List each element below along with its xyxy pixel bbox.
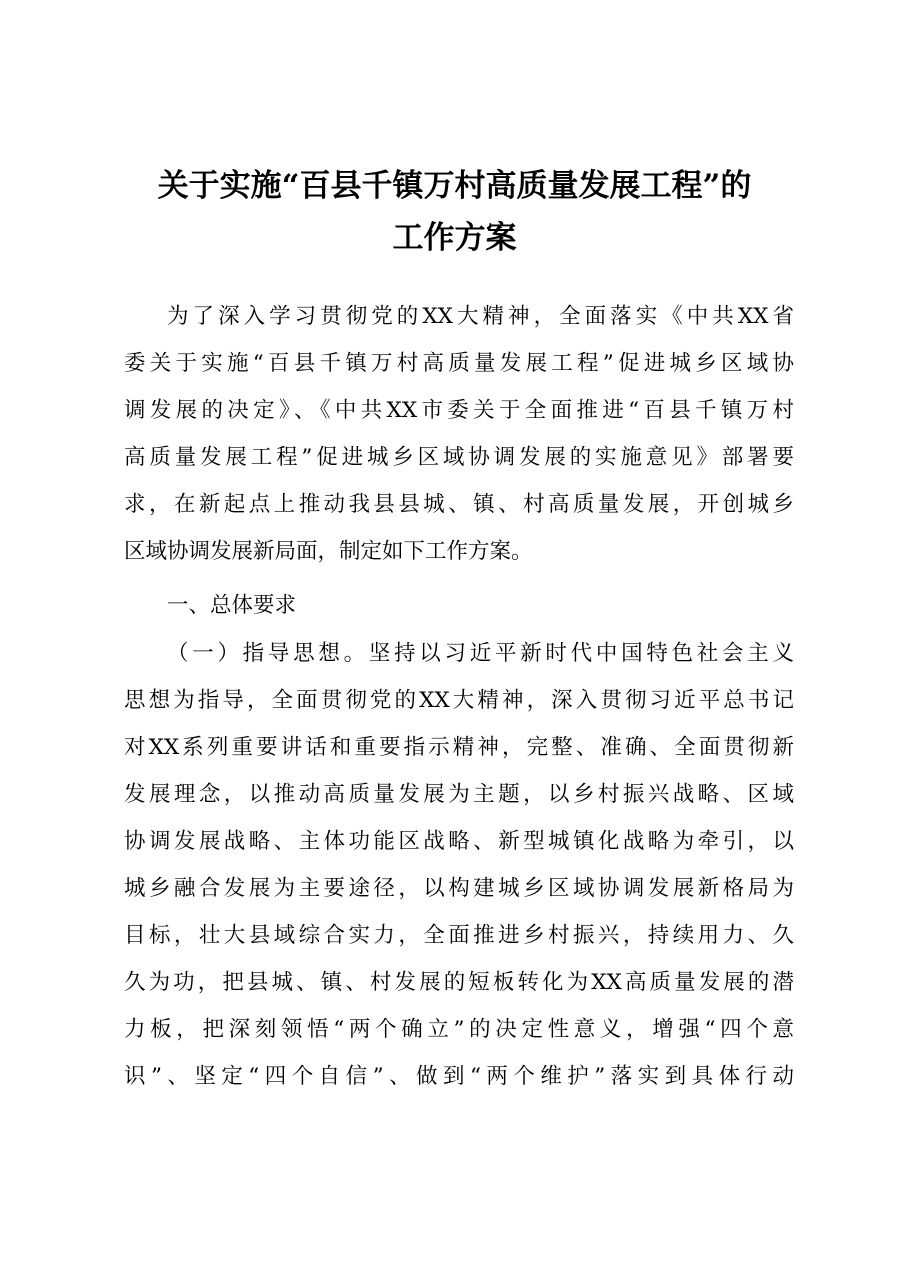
paragraph-line: 思想为指导，全面贯彻党的XX大精神，深入贯彻习近平总书记 [124,688,794,713]
document-title-line-2: 工作方案 [392,220,517,256]
paragraph-line: （一）指导思想。坚持以习近平新时代中国特色社会主义 [167,641,794,666]
document-title-line-1: 关于实施“百县千镇万村高质量发展工程”的 [157,168,752,204]
paragraph-line: 调发展的决定》、《中共XX市委关于全面推进“百县千镇万村 [124,398,794,423]
paragraph-line: 委关于实施“百县千镇万村高质量发展工程”促进城乡区域协 [124,351,794,376]
paragraph-line: 力板，把深刻领悟“两个确立”的决定性意义，增强“四个意 [124,1017,794,1042]
intro-paragraph [124,293,794,575]
paragraph-line: 求，在新起点上推动我县县城、镇、村高质量发展，开创城乡 [124,492,794,517]
guiding-thought-paragraph [124,630,794,1100]
paragraph-line: 对XX系列重要讲话和重要指示精神，完整、准确、全面贯彻新 [124,735,794,760]
paragraph-line: 目标，壮大县域综合实力，全面推进乡村振兴，持续用力、久 [124,923,794,948]
section-heading: 一、总体要求 [167,593,297,618]
paragraph-line: 协调发展战略、主体功能区战略、新型城镇化战略为牵引，以 [124,829,794,854]
paragraph-line: 发展理念，以推动高质量发展为主题，以乡村振兴战略、区域 [124,782,794,807]
paragraph-line: 区域协调发展新局面，制定如下工作方案。 [124,539,533,564]
paragraph-line: 城乡融合发展为主要途径，以构建城乡区域协调发展新格局为 [124,876,794,901]
paragraph-line: 为了深入学习贯彻党的XX大精神，全面落实《中共XX省 [167,304,794,329]
paragraph-line: 久为功，把县城、镇、村发展的短板转化为XX高质量发展的潜 [124,970,794,995]
paragraph-line: 高质量发展工程”促进城乡区域协调发展的实施意见》部署要 [124,445,794,470]
paragraph-line: 识”、坚定“四个自信”、做到“两个维护”落实到具体行动 [124,1064,794,1089]
